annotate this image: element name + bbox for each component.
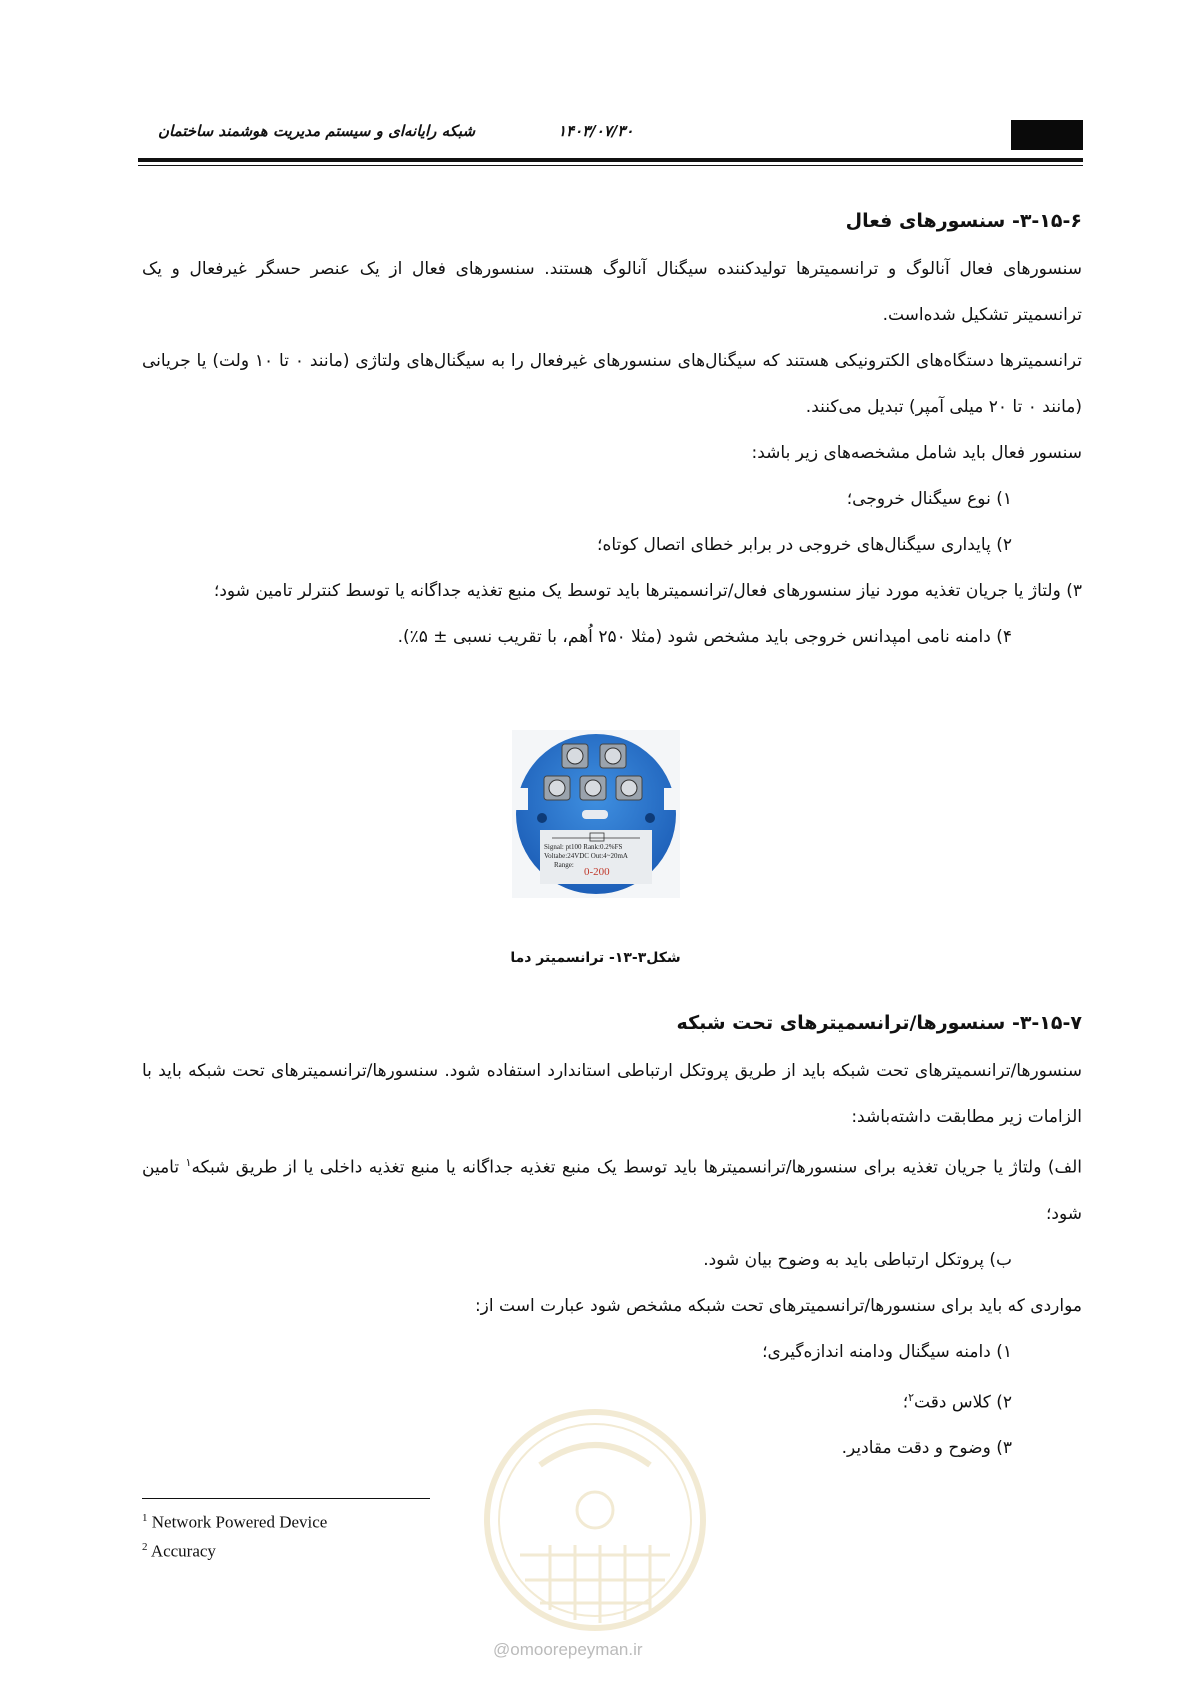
footnote: $^1$ Network Powered Device — [142, 1512, 328, 1532]
list-item: ۳) وضوح و دقت مقادیر. — [841, 1438, 1012, 1459]
list-item: ۴) دامنه نامی امپدانس خروجی باید مشخص شود (مثلا ۲۵۰ اُهم، با تقریب نسبی ± ۵٪). — [397, 627, 1012, 647]
header-title: شبکه رایانه‌ای و سیستم مدیریت هوشمند ساختمان — [158, 122, 476, 140]
list-item — [142, 1140, 1082, 1237]
paragraph: مواردی که باید برای سنسورها/ترانسمیترهای تحت شبکه مشخص شود عبارت است از: — [474, 1295, 1082, 1316]
footnote-rule — [142, 1498, 430, 1499]
watermark-logo — [480, 1405, 710, 1635]
paragraph: سنسورها/ترانسمیترهای تحت شبکه باید از طریق پروتکل ارتباطی استاندارد استفاده شود. سنسورها/ترانسمیترهای تحت شبکه باید با الزامات زیر مطابقت داشته‌باشد: — [142, 1061, 1082, 1127]
list-item: ۲) پایداری سیگنال‌های خروجی در برابر خطای اتصال کوتاه؛ — [597, 535, 1012, 555]
list-item: ب) پروتکل ارتباطی باید به وضوح بیان شود. — [703, 1249, 1012, 1270]
list-item: ۳) ولتاژ یا جریان تغذیه مورد نیاز سنسورهای فعال/ترانسمیترها باید توسط یک منبع تغذیه جداگانه یا توسط کنترلر تامین شود؛ — [213, 581, 1082, 601]
temperature-transmitter-image — [512, 730, 680, 898]
header-rule-thick — [138, 158, 1083, 162]
footnote-ref: ۱ — [185, 1156, 192, 1169]
watermark-text: @omoorepeyman.ir — [493, 1640, 643, 1659]
list-item: ۱) دامنه سیگنال ودامنه اندازه‌گیری؛ — [762, 1341, 1012, 1362]
footnote: $^2$ Accuracy — [142, 1540, 216, 1561]
label-range-value: 0-200 — [584, 866, 610, 878]
paragraph: سنسورهای فعال آنالوگ و ترانسمیترها تولیدکننده سیگنال آنالوگ هستند. سنسورهای فعال از یک عنصر حسگر غیرفعال و یک ترانسمیتر تشکیل شده‌است. — [142, 259, 1082, 325]
section-heading: ۳-۱۵-۶- سنسورهای فعال — [845, 210, 1082, 232]
page-number-box — [1011, 120, 1083, 150]
section-networked-sensors — [142, 1012, 1082, 1471]
footnotes — [142, 1506, 327, 1563]
list-item: ۱) نوع سیگنال خروجی؛ — [846, 489, 1012, 509]
header-rule-thin — [138, 165, 1083, 166]
list-item-text: ؛ — [902, 1392, 909, 1413]
figure-caption: شکل۳-۱۳- ترانسمیتر دما — [510, 950, 681, 966]
section-active-sensors — [142, 210, 1082, 660]
header-date: ۱۴۰۳/۰۷/۳۰ — [558, 122, 634, 140]
footnote-ref: ۲ — [908, 1390, 915, 1404]
list-item-text: الف) ولتاژ یا جریان تغذیه برای سنسورها/ترانسمیترها باید توسط یک منبع تغذیه جداگانه یا منبع تغذیه داخلی یا از طریق شبکه — [191, 1157, 1082, 1178]
list-item-text: تامین شود؛ — [142, 1157, 1082, 1224]
paragraph: سنسور فعال باید شامل مشخصه‌های زیر باشد: — [751, 443, 1082, 463]
label-line-2: Voltabe:24VDC Out:4~20mA — [544, 852, 628, 860]
list-item-text: ۲) کلاس دقت — [914, 1392, 1012, 1413]
page-header — [138, 118, 1083, 154]
label-line-1: Signal: pt100 Rank:0.2%FS — [544, 843, 623, 851]
section-heading: ۳-۱۵-۷- سنسورها/ترانسمیترهای تحت شبکه — [676, 1012, 1082, 1034]
label-line-3: Range: — [554, 861, 574, 869]
paragraph: ترانسمیترها دستگاه‌های الکترونیکی هستند که سیگنال‌های سنسورهای غیرفعال را به سیگنال‌های ولتاژی (مانند ۰ تا ۱۰ ولت) یا جریانی (مانند ۰ تا ۲۰ میلی آمپر) تبدیل می‌کنند. — [142, 351, 1083, 417]
